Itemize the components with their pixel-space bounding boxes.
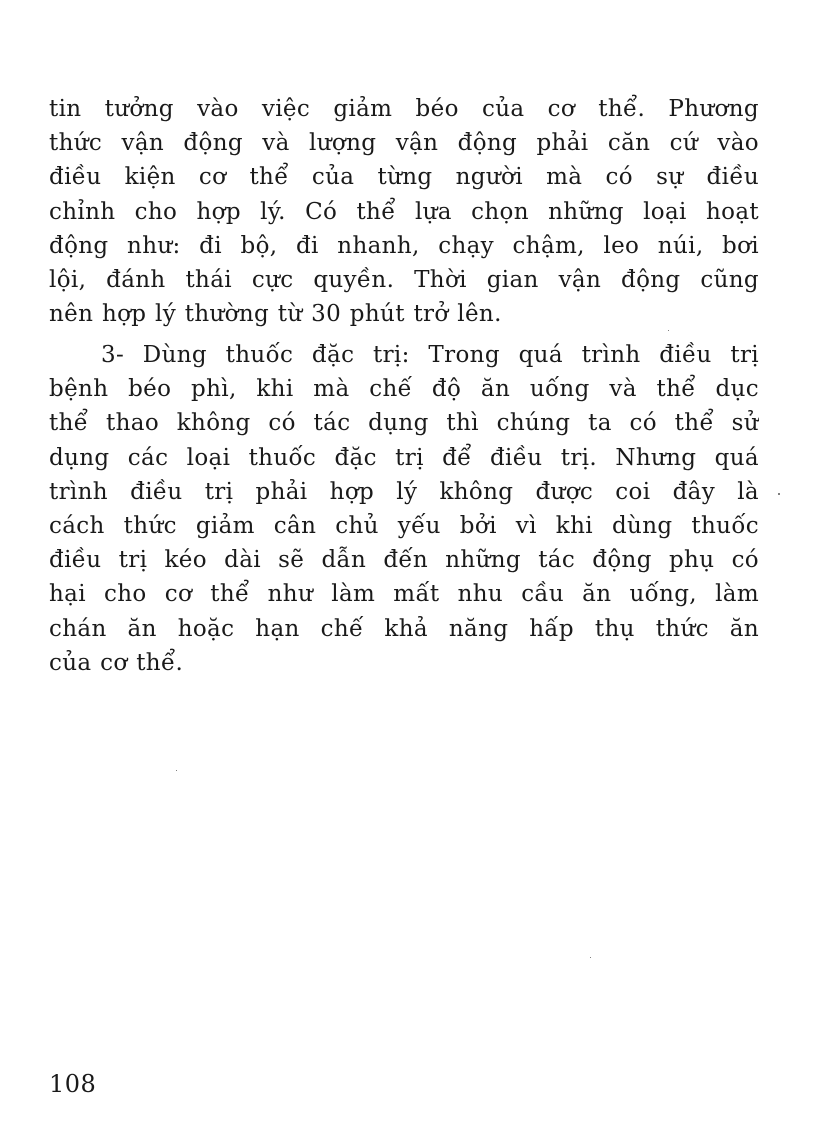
- text-line: của cơ thể.: [49, 649, 184, 676]
- text-line: điều trị kéo dài sẽ dẫn đến những tác động phụ có: [49, 547, 759, 574]
- text-line: 3- Dùng thuốc đặc trị: Trong quá trình điều trị: [101, 342, 759, 368]
- text-line: chán ăn hoặc hạn chế khả năng hấp thụ thức ăn: [49, 615, 759, 642]
- text-line: bệnh béo phì, khi mà chế độ ăn uống và thể dục: [49, 376, 759, 403]
- text-line: thể thao không có tác dụng thì chúng ta có thể sử: [49, 410, 759, 437]
- text-line: cách thức giảm cân chủ yếu bởi vì khi dùng thuốc: [49, 512, 759, 539]
- scan-speck: [778, 493, 780, 495]
- text-line: trình điều trị phải hợp lý không được coi đây là: [49, 478, 759, 505]
- text-line: lội, đánh thái cực quyền. Thời gian vận động cũng: [49, 266, 759, 293]
- paragraph-1: [49, 92, 759, 331]
- text-line: chỉnh cho hợp lý. Có thể lựa chọn những loại hoạt: [49, 198, 759, 225]
- text-line: hại cho cơ thể như làm mất nhu cầu ăn uống, làm: [49, 581, 759, 608]
- text-line: nên hợp lý thường từ 30 phút trở lên.: [49, 301, 502, 328]
- text-line: dụng các loại thuốc đặc trị để điều trị. Nhưng quá: [49, 444, 759, 471]
- paragraph-2: [49, 338, 759, 680]
- text-line: điều kiện cơ thể của từng người mà có sự điều: [49, 164, 759, 191]
- text-line: thức vận động và lượng vận động phải căn cứ vào: [49, 130, 759, 157]
- page-number: 108: [49, 1070, 97, 1098]
- scan-speck: [668, 330, 669, 331]
- scan-speck: [590, 957, 591, 958]
- scan-speck: [176, 770, 177, 771]
- text-line: tin tưởng vào việc giảm béo của cơ thể. Phương: [49, 96, 759, 122]
- text-line: động như: đi bộ, đi nhanh, chạy chậm, leo núi, bơi: [49, 232, 759, 259]
